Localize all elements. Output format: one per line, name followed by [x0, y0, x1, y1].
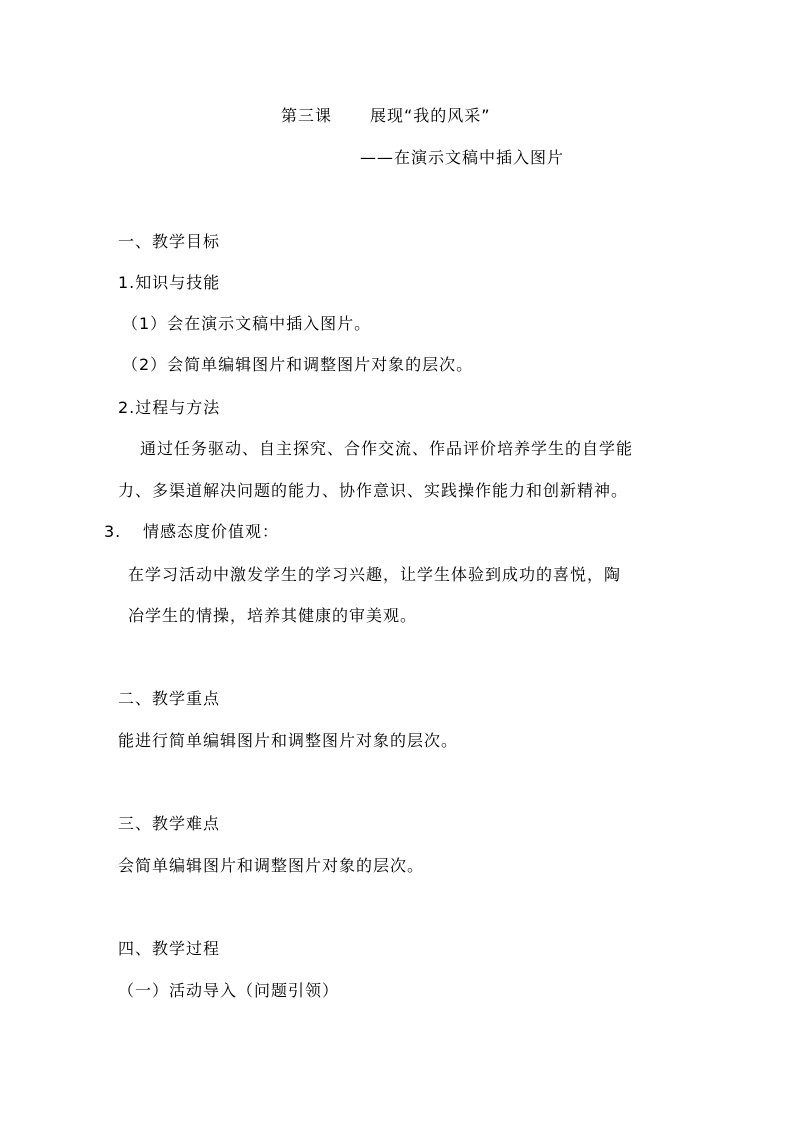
subheading-process-methods: 2.过程与方法 — [118, 398, 221, 417]
knowledge-point-1: （1）会在演示文稿中插入图片。 — [122, 314, 372, 333]
section-heading-objectives: 一、教学目标 — [118, 232, 221, 251]
section-heading-difficulties: 三、教学难点 — [118, 814, 221, 833]
key-points-text: 能进行简单编辑图片和调整图片对象的层次。 — [118, 731, 459, 750]
subheading-attitude-values: 情感态度价值观： — [143, 522, 280, 541]
attitude-paragraph-line-1: 在学习活动中激发学生的学习兴趣，让学生体验到成功的喜悦，陶 — [128, 565, 622, 584]
difficulties-text: 会简单编辑图片和调整图片对象的层次。 — [118, 856, 425, 875]
lesson-subtitle: ——在演示文稿中插入图片 — [360, 148, 565, 167]
subheading-knowledge-skills: 1.知识与技能 — [118, 273, 221, 292]
process-paragraph-line-1: 通过任务驱动、自主探究、合作交流、作品评价培养学生的自学能 — [140, 439, 634, 458]
attitude-number: 3. — [104, 522, 122, 541]
lesson-title: 展现“我的风采” — [370, 106, 491, 125]
knowledge-point-2: （2）会简单编辑图片和调整图片对象的层次。 — [122, 355, 474, 374]
process-paragraph-line-2: 力、多渠道解决问题的能力、协作意识、实践操作能力和创新精神。 — [118, 481, 629, 500]
process-step-1-heading: （一）活动导入（问题引领） — [118, 981, 340, 1000]
attitude-paragraph-line-2: 冶学生的情操，培养其健康的审美观。 — [128, 606, 418, 625]
section-heading-key-points: 二、教学重点 — [118, 689, 221, 708]
lesson-number: 第三课 — [281, 106, 333, 125]
section-heading-process: 四、教学过程 — [118, 939, 221, 958]
